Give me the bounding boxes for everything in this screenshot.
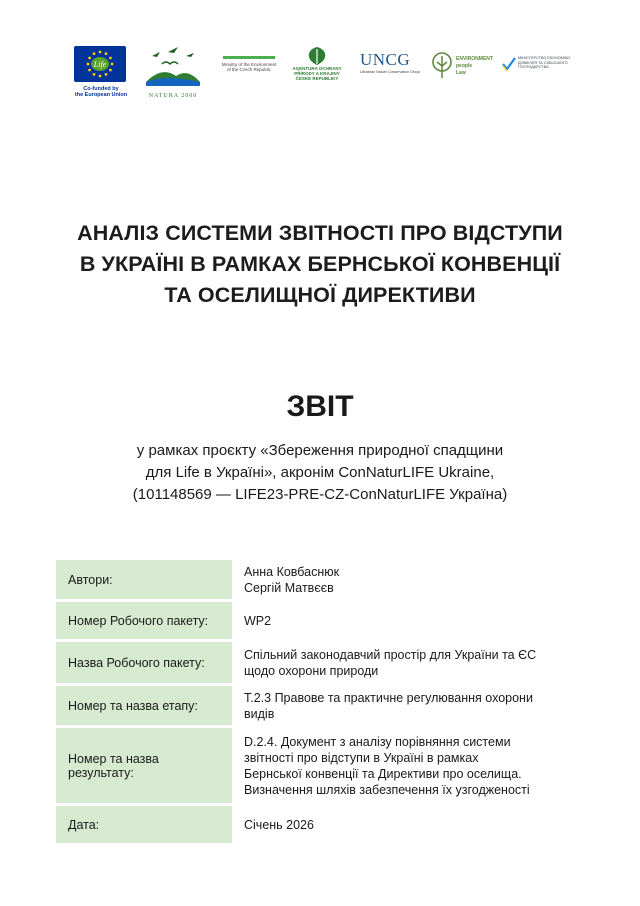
eu-caption: Co-funded by the European Union <box>74 86 128 98</box>
ministry-stripe <box>223 56 275 59</box>
table-row <box>56 728 586 806</box>
agency-logo <box>288 46 346 90</box>
row-label: Дата: <box>56 806 232 846</box>
uncg-mark: UNCG <box>360 50 411 69</box>
logo-bar <box>70 40 580 100</box>
table-row <box>56 686 586 728</box>
svg-text:Life: Life <box>93 60 107 69</box>
epl-text: ENVIRONMENT people Law <box>456 56 493 76</box>
info-table <box>56 560 586 846</box>
document-title <box>0 218 640 311</box>
subtitle-line: (101148569 — LIFE23-PRE-CZ-ConNaturLIFE Україна) <box>132 486 508 503</box>
ministry-cz-text: Ministry of the Environment of the Czech Republic <box>221 62 277 72</box>
table-row <box>56 602 586 642</box>
row-label: Номер та назва етапу: <box>56 686 232 728</box>
row-label: Назва Робочого пакету: <box>56 642 232 686</box>
natura-label: NATURA 2000 <box>148 93 198 99</box>
row-value: WP2 <box>232 602 586 642</box>
leaf-icon <box>302 46 332 66</box>
ministry-ua-logo <box>502 54 580 84</box>
report-heading: ЗВІТ <box>286 390 354 423</box>
table-row <box>56 642 586 686</box>
row-label: Автори: <box>56 560 232 602</box>
table-row <box>56 560 586 602</box>
eu-stars-icon <box>74 46 126 82</box>
title-line: В УКРАЇНІ В РАМКАХ БЕРНСЬКОЇ КОНВЕНЦІЇ <box>79 252 561 276</box>
checkmark-icon <box>502 56 516 72</box>
row-value: Анна Ковбаснюк Сергій Матвєєв <box>232 560 586 602</box>
row-label: Номер Робочого пакету: <box>56 602 232 642</box>
row-value: Спільний законодавчий простір для України та ЄС щодо охорони природи <box>232 642 586 686</box>
bird-landscape-icon <box>142 42 204 88</box>
row-value: D.2.4. Документ з аналізу порівняння системи звітності про відступи в Україні в рамках Бернської конвенції та Директиви про оселища. Визначення шляхів забезпечення їх узгодженості <box>232 728 586 806</box>
ministry-ua-text: МІНІСТЕРСТВО ЕКОНОМІКИ, ДОВКІЛЛЯ ТА СІЛЬСЬКОГО ГОСПОДАРСТВА <box>518 56 571 70</box>
tree-icon <box>430 52 454 80</box>
subtitle-line: у рамках проєкту «Збереження природної спадщини <box>136 442 504 459</box>
project-subtitle <box>0 440 640 506</box>
eu-life-logo <box>74 46 126 82</box>
natura-2000-logo <box>142 42 204 98</box>
title-line: ТА ОСЕЛИЩНОЇ ДИРЕКТИВИ <box>164 283 476 307</box>
table-row <box>56 806 586 846</box>
subtitle-line: для Life в Україні», акронім ConNaturLIFE Ukraine, <box>145 464 495 481</box>
title-line: АНАЛІЗ СИСТЕМИ ЗВІТНОСТІ ПРО ВІДСТУПИ <box>77 221 563 245</box>
row-label: Номер та назва результату: <box>56 728 232 806</box>
row-value: Т.2.3 Правове та практичне регулювання охорони видів <box>232 686 586 728</box>
ministry-cz-logo <box>218 56 280 86</box>
agency-text: AGENTURA OCHRANY PŘÍRODY A KRAJINY ČESKÉ REPUBLIKY <box>292 66 342 81</box>
row-value: Січень 2026 <box>232 806 586 846</box>
uncg-logo <box>360 50 420 86</box>
uncg-subtitle: Ukrainian Nature Conservation Group <box>360 70 421 74</box>
epl-logo <box>430 48 496 88</box>
